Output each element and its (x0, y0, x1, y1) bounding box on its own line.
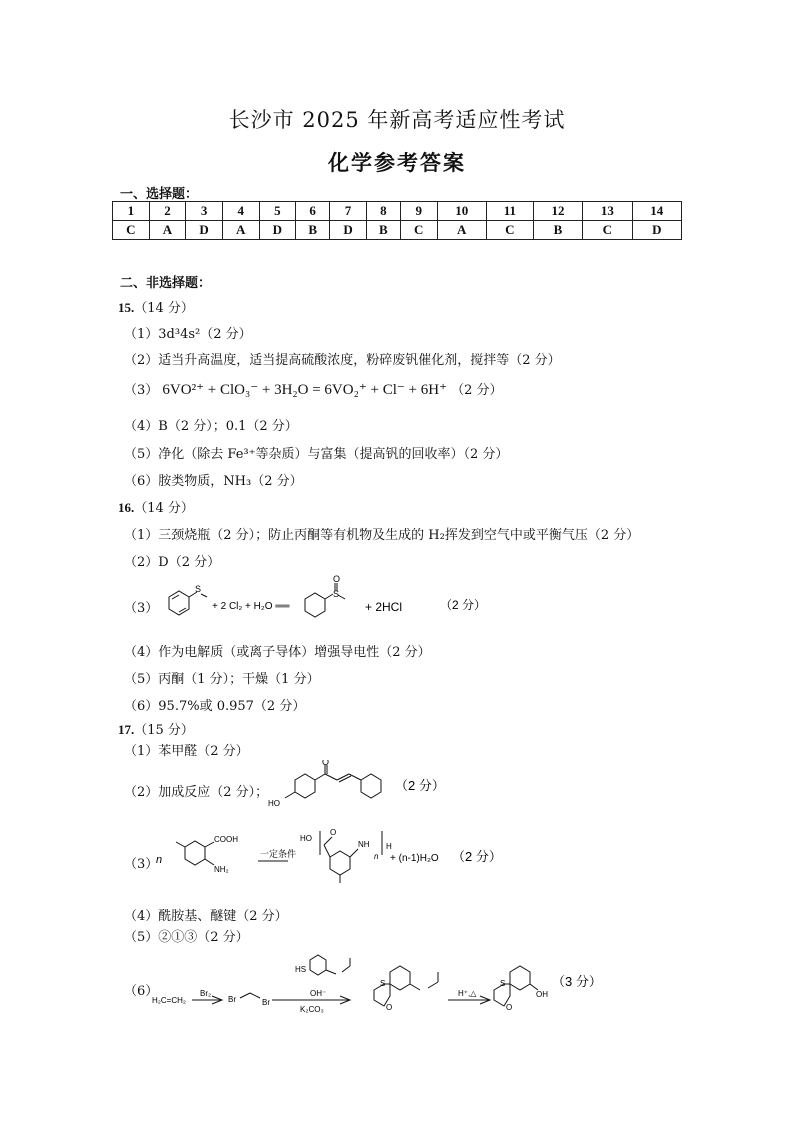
q17-k2co3-reagent: K₂CO₃ (300, 1005, 324, 1014)
question-number: 3 (186, 202, 223, 221)
question-number: 5 (259, 202, 296, 221)
q15-part5: （5）净化（除去 Fe³⁺等杂质）与富集（提高钒的回收率）（2 分） (124, 447, 509, 462)
q15-part6: （6）胺类物质，NH₃（2 分） (124, 474, 303, 489)
answer-letter: B (366, 221, 400, 240)
q15-heading (118, 297, 194, 316)
q17-ho-label: HO (300, 834, 312, 843)
q17-water: + (n-1)H₂O (390, 853, 439, 864)
answer-letter: C (400, 221, 437, 240)
question-number: 7 (330, 202, 367, 221)
q15-ionic-equation: 6VO²⁺ + ClO₃⁻ + 3H₂O = 6VO₂⁺ + Cl⁻ + 6H⁺ (162, 382, 447, 398)
page-title: 长沙市 2025 年新高考适应性考试 (228, 108, 566, 132)
q17-intermediate-s: S (380, 979, 386, 988)
answer-letter: D (330, 221, 367, 240)
question-number: 4 (222, 202, 259, 221)
answer-letter: C (113, 221, 150, 240)
q17-base-reagent: OH⁻ (310, 989, 327, 998)
q17-dibromide-br1: Br (228, 995, 236, 1004)
q17-hydroxy-label: HO (268, 799, 280, 808)
answer-letter: C (583, 221, 632, 240)
q17-bromine-reagent: Br₂ (200, 989, 212, 998)
q17-h-label: H (386, 842, 392, 851)
q17-part5: （5）②①③（2 分） (124, 930, 249, 945)
q17-nh-label: NH (358, 840, 370, 849)
q17-part6-score: （3 分） (552, 974, 602, 989)
section-choice-heading: 一、选择题： (120, 187, 199, 202)
answer-letter: B (296, 221, 330, 240)
q16-part5: （5）丙酮（1 分）；干燥（1 分） (124, 672, 320, 687)
q17-score: （15 分） (134, 723, 194, 738)
q16-product-s-atom: S (333, 589, 340, 599)
q17-ethylene: H₂C=CH₂ (152, 996, 186, 1005)
q17-part1: （1）苯甲醛（2 分） (124, 744, 249, 759)
q16-part4: （4）作为电解质（或离子导体）增强导电性（2 分） (124, 645, 431, 660)
answer-number-row (113, 202, 682, 221)
question-number: 12 (533, 202, 582, 221)
q17-condition: 一定条件 (260, 849, 297, 859)
question-number: 13 (583, 202, 632, 221)
question-number: 6 (296, 202, 330, 221)
q15-part1: （1）3d³4s²（2 分） (124, 327, 252, 342)
q15-part4: （4）B（2 分）；0.1（2 分） (124, 419, 298, 434)
q17-part3-label: （3） (124, 857, 159, 872)
q17-intermediate-o: O (386, 1003, 393, 1012)
q17-polymerization-scheme (150, 825, 510, 895)
answer-letter: D (259, 221, 296, 240)
question-number: 8 (366, 202, 400, 221)
q16-product-o-atom: O (333, 575, 341, 584)
q15-part3-score: （2 分） (451, 383, 503, 398)
q17-subscript-n: n (374, 852, 379, 861)
q17-n-coefficient: n (156, 854, 163, 866)
answer-table (112, 201, 682, 240)
q17-part4: （4）酰胺基、醚键（2 分） (124, 909, 288, 924)
q17-o-label: O (330, 828, 337, 837)
q16-byproduct: + 2HCl (365, 600, 403, 614)
q16-s-atom: S (195, 584, 202, 594)
answer-letter: A (222, 221, 259, 240)
q17-cooh-label: COOH (214, 835, 238, 844)
question-number: 10 (437, 202, 486, 221)
q17-carbonyl-o: O (322, 760, 330, 767)
question-number: 1 (113, 202, 150, 221)
q15-part2: （2）适当升高温度，适当提高硫酸浓度，粉碎废钒催化剂，搅拌等（2 分） (124, 353, 561, 368)
q16-score: （14 分） (134, 501, 194, 516)
q17-dibromide-br2: Br (262, 998, 270, 1007)
q17-thiol-label: HS (295, 965, 307, 974)
q16-part2: （2）D（2 分） (124, 555, 221, 570)
section-nonchoice-heading: 二、非选择题： (120, 276, 212, 291)
answer-letter-row (113, 221, 682, 240)
q17-heading (118, 719, 194, 738)
answer-letter: C (486, 221, 533, 240)
q16-part6: （6）95.7%或 0.957（2 分） (124, 699, 306, 714)
answer-letter: D (186, 221, 223, 240)
q15-part3-label: （3） (124, 383, 159, 398)
page-subtitle: 化学参考答案 (328, 150, 466, 175)
q16-part1: （1）三颈烧瓶（2 分）；防止丙酮等有机物及生成的 H₂挥发到空气中或平衡气压（2 分） (124, 528, 640, 543)
question-number: 11 (486, 202, 533, 221)
q17-product-s: S (500, 979, 506, 988)
q17-product-o: O (506, 1003, 513, 1012)
q16-part3-label: （3） (124, 601, 159, 616)
question-number: 14 (632, 202, 681, 221)
q15-number: 15. (118, 300, 135, 315)
q17-part6-label: （6） (124, 984, 159, 999)
answer-letter: A (149, 221, 186, 240)
q16-heading (118, 497, 194, 516)
answer-letter: A (437, 221, 486, 240)
answer-letter: B (533, 221, 582, 240)
q16-reagents: + 2 Cl₂ + H₂O ══ (212, 601, 290, 612)
q17-part3-score: （2 分） (452, 849, 502, 864)
answer-letter: D (632, 221, 681, 240)
q16-part3-score: （2 分） (440, 598, 487, 612)
q17-chalcone-structure (265, 760, 475, 815)
q17-part2-score: （2 分） (395, 778, 445, 793)
q17-product-oh: OH (536, 990, 548, 999)
q16-reaction-scheme (155, 575, 495, 630)
q15-score: （14 分） (134, 301, 194, 316)
q17-acid-heat-reagent: H⁺,△ (458, 989, 477, 998)
q17-nh2-label: NH₂ (214, 865, 229, 874)
q17-synthesis-route (150, 950, 620, 1025)
q17-part2-label: （2）加成反应（2 分）； (124, 785, 269, 800)
q15-part3 (124, 379, 503, 399)
q17-number: 17. (118, 722, 135, 737)
question-number: 2 (149, 202, 186, 221)
question-number: 9 (400, 202, 437, 221)
q16-number: 16. (118, 500, 135, 515)
